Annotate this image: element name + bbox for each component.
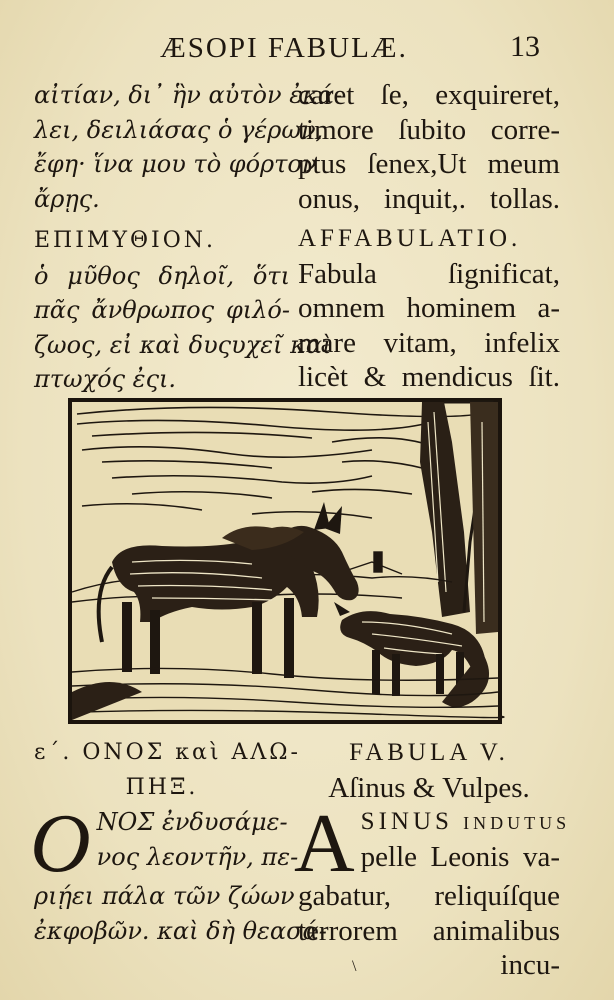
greek-line: ΝΟΣ ἐνδυσάμε- [96, 808, 288, 836]
latin-line: pelle Leonis va- [360, 840, 560, 873]
greek-line: ἐκφοβῶν. καὶ δὴ θεασά- [34, 916, 327, 945]
greek-moral-line: πᾶς ἄνθρωπος φιλό- [34, 296, 290, 324]
latin-fable-title: FABULA V. [349, 739, 509, 766]
latin-moral-heading: AFFABULATIO. [298, 225, 522, 252]
greek-moral-heading: ΕΠΙΜΥΘΙΟΝ. [34, 228, 216, 253]
signature-mark: \ [352, 958, 357, 975]
latin-moral-line: mare vitam, infelix [298, 326, 560, 359]
running-head: ÆSOPI FABULÆ. [160, 32, 408, 64]
greek-column-bottom [30, 736, 327, 948]
latin-line: caret ſe, exquireret, [298, 79, 560, 111]
latin-line: gabatur, reliquíſque [298, 880, 560, 912]
donkey [99, 502, 359, 678]
greek-fable-title: ΠΗΞ. [125, 774, 199, 800]
latin-moral-line: licèt & mendicus ſit. [298, 361, 560, 393]
latin-line: ptus ſenex,Ut meum [298, 148, 560, 180]
greek-body [30, 797, 327, 948]
latin-line: onus, inquit,. tollas. [298, 182, 560, 215]
greek-fable-title: ε΄. ΟΝΟΣ καὶ ΑΛΩ- [34, 740, 301, 765]
latin-fable-subtitle: Aſinus & Vulpes. [328, 771, 530, 804]
greek-line: αἰτίαν, δι᾽ ἣν αὐτὸν ἐκά- [34, 81, 343, 109]
latin-moral-line: omnem hominem a- [298, 292, 560, 324]
greek-line: ἔφη· ἵνα μου τὸ φόρτον [34, 150, 317, 178]
greek-moral-line: ὁ μῦθος δηλοῖ, ὅτι [34, 261, 290, 290]
latin-body [294, 797, 571, 983]
page-header [0, 30, 614, 70]
greek-moral-line: ζωος, εἰ καὶ δυςυχεῖ καὶ [34, 330, 332, 359]
greek-line: νος λεοντῆν, πε- [96, 842, 299, 871]
greek-moral-line: πτωχός ἐςι. [34, 365, 177, 393]
latin-catchword: incu- [500, 949, 560, 981]
greek-line: λει, δειλιάσας ὁ γέρων, [34, 115, 324, 144]
latin-column-top [298, 78, 560, 395]
latin-moral-line: Fabula ſignificat, [298, 257, 560, 290]
latin-first-line: SINUS indutus [360, 808, 571, 835]
tree [420, 402, 498, 634]
greek-dropcap: Ο [30, 797, 91, 890]
page-number: 13 [510, 30, 540, 63]
greek-line: ἄρῃς. [34, 184, 100, 213]
ass-and-fox-woodcut [68, 398, 502, 724]
latin-dropcap: A [294, 797, 355, 890]
greek-line: ριῄει πάλα τῶν ζώων [34, 882, 295, 910]
latin-column-bottom [294, 736, 571, 983]
fox [334, 602, 489, 707]
greek-column-top [34, 78, 343, 397]
woodcut-drawing [72, 402, 498, 720]
latin-line: timore ſubito corre- [298, 113, 560, 146]
latin-line: terrorem animalibus [298, 914, 560, 947]
